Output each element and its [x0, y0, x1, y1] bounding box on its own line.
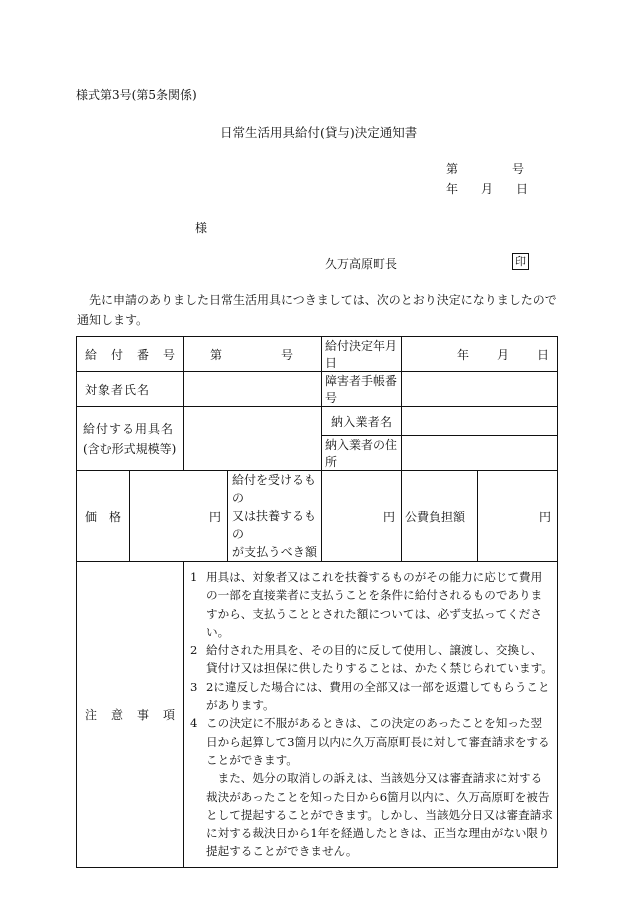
vendor-name-label: 納 入 業 者 名: [322, 407, 402, 436]
seal-mark: 印: [512, 253, 529, 270]
issue-month-label: 月: [481, 182, 494, 196]
issuer-name: 久万高原町長: [325, 257, 398, 271]
note-item: 4 この決定に不服があるときは、この決定のあったことを知った翌日から起算して3箇月以内に久万高原町長に対して審査請求をすることができます。: [190, 716, 550, 767]
grant-number-label-cell: 給 付 番 号: [77, 337, 184, 372]
row-price: [77, 471, 558, 562]
copay-label-cell: 給付を受けるもの 又は扶養するもの が 支 払 う べ き 額: [228, 471, 322, 562]
notes-label-cell: 注 意 事 項: [77, 562, 184, 868]
notice-text: 先に申請のありました日常生活用具につきましては、次のとおり決定になりましたので通知します。: [77, 293, 557, 327]
public-burden-field[interactable]: 円: [478, 471, 558, 562]
note-item: 1 用具は、対象者又はこれを扶養するものがその能力に応じて費用の一部を直接業者に支払うことを条件に給付されるものでありますから、支払うこととされた額については、必ず支払ってください。: [190, 570, 543, 639]
decision-table: [76, 336, 558, 868]
equipment-name-field[interactable]: [184, 407, 322, 471]
row-equipment-1: [77, 407, 558, 436]
row-recipient-name: [77, 372, 558, 407]
form-number: 様式第3号(第5条関係): [76, 88, 197, 102]
document-title: 日常生活用具給付(貸与)決定通知書: [220, 125, 418, 140]
number-prefix: 第: [446, 162, 459, 176]
notes-content-cell: [184, 562, 558, 868]
note-item: 2 給付された用具を、その目的に反して使用し、譲渡し、交換し、貸付け又は担保に供したりすることは、かたく禁じられています。: [190, 643, 553, 676]
copay-field[interactable]: 円: [322, 471, 402, 562]
note-continuation: また、処分の取消しの訴えは、当該処分又は審査請求に対する裁決があったことを知った日から6箇月以内に、久万高原町を被告として提起することができます。しかし、当該処分日又は審査請求に対する裁決日から1年を経過したときは、正当な理由がない限り提起することができません。: [206, 771, 553, 859]
notice-paragraph: [77, 290, 559, 330]
recipient-name-field[interactable]: [184, 372, 322, 407]
issue-year-label: 年: [446, 182, 459, 196]
recipient-name-label-cell: 対 象 者 氏 名: [77, 372, 184, 407]
price-label-cell: 価 格: [77, 471, 130, 562]
grant-number-field[interactable]: 第 号: [184, 337, 322, 372]
number-suffix: 号: [512, 162, 525, 176]
row-grant-number: [77, 337, 558, 372]
equipment-name-label-cell: 給付する用具名 (含む形式規模等): [77, 407, 184, 471]
note-item: 3 2に違反した場合には、費用の全部又は一部を返還してもらうことがあります。: [190, 679, 550, 713]
issue-day-label: 日: [516, 182, 529, 196]
public-burden-label: 公費負担額: [402, 471, 478, 562]
disability-card-label: 障害者手帳番号: [322, 372, 402, 407]
price-field[interactable]: 円: [130, 471, 228, 562]
disability-card-field[interactable]: [402, 372, 558, 407]
notes-list: [184, 562, 557, 867]
vendor-name-field[interactable]: [402, 407, 558, 436]
grant-date-label: 給付決定年月日: [322, 337, 402, 372]
row-notes: [77, 562, 558, 868]
vendor-address-label: 納入業者の住所: [322, 436, 402, 471]
grant-date-field[interactable]: 年 月 日: [402, 337, 558, 372]
addressee-suffix: 様: [195, 221, 208, 235]
vendor-address-field[interactable]: [402, 436, 558, 471]
